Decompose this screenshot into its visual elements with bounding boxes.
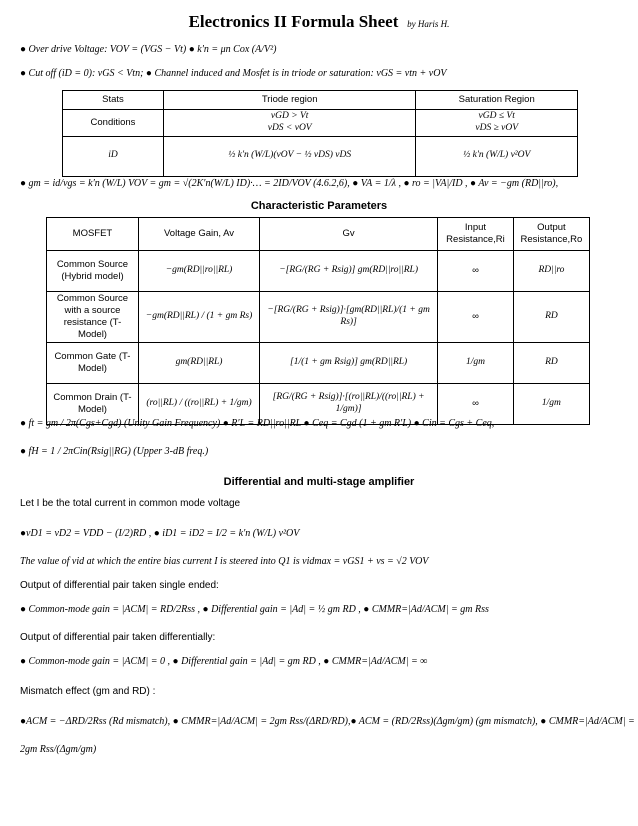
mosfet-table bbox=[46, 217, 590, 425]
formula-vd: ●vD1 = vD2 = VDD − (I/2)RD , ● iD1 = iD2 = I/2 = k′n (W/L) v²OV bbox=[20, 528, 300, 539]
text-total-current: Let I be the total current in common mode voltage bbox=[20, 498, 241, 509]
table-header: Stats bbox=[63, 91, 164, 110]
table-cell: Common Source (Hybrid model) bbox=[47, 251, 139, 292]
condition: vGD ≤ Vt bbox=[478, 111, 515, 121]
table-header: Gv bbox=[260, 218, 438, 251]
table-cell: RD bbox=[513, 292, 589, 343]
text-single-ended: Output of differential pair taken single ended: bbox=[20, 580, 219, 591]
table-cell: ½ k′n (W/L)(vOV − ½ vDS) vDS bbox=[163, 136, 416, 176]
table-cell: −gm(RD||RL) / (1 + gm Rs) bbox=[138, 292, 259, 343]
condition: vGD > Vt bbox=[270, 111, 309, 121]
table-cell: ∞ bbox=[438, 251, 514, 292]
table-row bbox=[47, 251, 590, 292]
table-cell: Common Drain (T-Model) bbox=[47, 383, 139, 424]
table-row bbox=[47, 342, 590, 383]
formula-overdrive: ● Over drive Voltage: VOV = (VGS − Vt) ● k′n = μn Cox (A/V²) bbox=[20, 44, 277, 55]
section-title-characteristic: Characteristic Parameters bbox=[250, 200, 388, 212]
condition: vDS < vOV bbox=[267, 122, 312, 133]
formula-vidmax: The value of vid at which the entire bias current I is steered into Q1 is vidmax = vGS1 + vs = √2 VOV bbox=[20, 556, 429, 567]
table-cell: −[RG/(RG + Rsig)] gm(RD||ro||RL) bbox=[260, 251, 438, 292]
table-cell: ½ k′n (W/L) v²OV bbox=[416, 136, 578, 176]
table-header: Voltage Gain, Av bbox=[138, 218, 259, 251]
table-header: MOSFET bbox=[47, 218, 139, 251]
table-cell: (ro||RL) / ((ro||RL) + 1/gm) bbox=[138, 383, 259, 424]
formula-fh: ● fH = 1 / 2πCin(Rsig||RG) (Upper 3-dB freq.) bbox=[20, 446, 209, 457]
formula-ft: ● ft = gm / 2π(Cgs+Cgd) (Unity Gain Frequency) ● R′L = RD||ro||RL ● Ceq = Cgd (1 + gm R′L) ● Cin = Cgs + Ceq, bbox=[20, 418, 495, 429]
table-cell bbox=[163, 110, 416, 137]
table-cell: [1/(1 + gm Rsig)] gm(RD||RL) bbox=[260, 342, 438, 383]
table-cell: ∞ bbox=[438, 292, 514, 343]
table-row bbox=[63, 91, 578, 110]
table-cell: iD bbox=[63, 136, 164, 176]
table-header: Saturation Region bbox=[416, 91, 578, 110]
page-header bbox=[0, 12, 638, 32]
table-cell: RD||ro bbox=[513, 251, 589, 292]
text-differential: Output of differential pair taken differentially: bbox=[20, 632, 216, 643]
table-header: Output Resistance,Ro bbox=[513, 218, 589, 251]
table-cell: Common Source with a source resistance (T-Model) bbox=[47, 292, 139, 343]
author-label: by Haris H. bbox=[407, 19, 450, 29]
text-mismatch: Mismatch effect (gm and RD) : bbox=[20, 686, 156, 697]
table-cell: −gm(RD||ro||RL) bbox=[138, 251, 259, 292]
table-row bbox=[47, 292, 590, 343]
table-row bbox=[63, 136, 578, 176]
condition: vDS ≥ vOV bbox=[475, 122, 519, 133]
formula-cutoff: ● Cut off (iD = 0): vGS < Vtn; ● Channel induced and Mosfet is in triode or saturation: vGS = vtn + vOV bbox=[20, 68, 447, 79]
table-cell: 1/gm bbox=[513, 383, 589, 424]
formula-mismatch-cont: 2gm Rss/(Δgm/gm) bbox=[20, 744, 97, 755]
formula-single-ended: ● Common-mode gain = |ACM| = RD/2Rss , ● Differential gain = |Ad| = ½ gm RD , ● CMMR=|Ad/ACM| = gm Rss bbox=[20, 604, 489, 615]
region-table bbox=[62, 90, 578, 177]
table-cell: −[RG/(RG + Rsig)]·[gm(RD||RL)/(1 + gm Rs)] bbox=[260, 292, 438, 343]
table-header: Triode region bbox=[163, 91, 416, 110]
formula-mismatch: ●ACM = −ΔRD/2Rss (Rd mismatch), ● CMMR=|Ad/ACM| = 2gm Rss/(ΔRD/RD),● ACM = (RD/2Rss)(Δgm/gm) (gm mismatch), ● CMMR=|Ad/ACM| = bbox=[20, 716, 635, 727]
formula-gm: ● gm = id/vgs = k′n (W/L) VOV = gm = √(2K′n(W/L) ID)·… = 2ID/VOV (4.6.2,6), ● VA = 1/λ , ● ro = |VA|/ID , ● Av = −gm (RD||ro), bbox=[20, 178, 559, 189]
table-cell: RD bbox=[513, 342, 589, 383]
formula-differential: ● Common-mode gain = |ACM| = 0 , ● Differential gain = |Ad| = gm RD , ● CMMR=|Ad/ACM| = ∞ bbox=[20, 656, 428, 667]
section-title-differential: Differential and multi-stage amplifier bbox=[223, 476, 415, 488]
table-cell: 1/gm bbox=[438, 342, 514, 383]
table-cell: Conditions bbox=[63, 110, 164, 137]
table-cell: [RG/(RG + Rsig)]·[(ro||RL)/((ro||RL) + 1/gm)] bbox=[260, 383, 438, 424]
table-header: Input Resistance,Ri bbox=[438, 218, 514, 251]
table-cell bbox=[416, 110, 578, 137]
table-row bbox=[63, 110, 578, 137]
table-row bbox=[47, 218, 590, 251]
table-cell: ∞ bbox=[438, 383, 514, 424]
page-title: Electronics II Formula Sheet bbox=[188, 12, 399, 31]
table-cell: gm(RD||RL) bbox=[138, 342, 259, 383]
table-cell: Common Gate (T-Model) bbox=[47, 342, 139, 383]
